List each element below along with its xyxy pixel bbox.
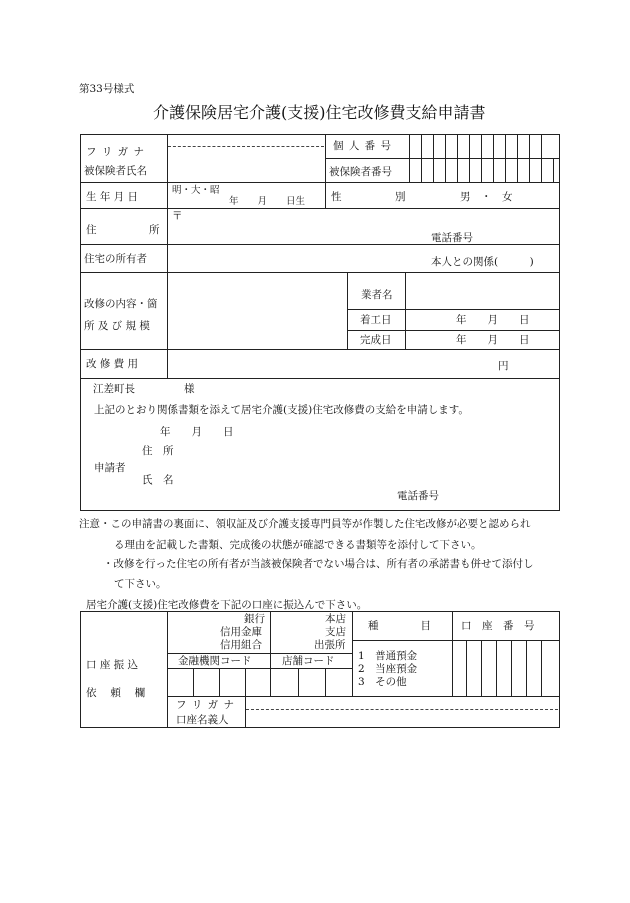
insured-name-label: 被保険者氏名 xyxy=(84,165,147,177)
account-kind-label: 種 目 xyxy=(368,620,431,632)
owner-label: 住宅の所有者 xyxy=(84,253,147,265)
mayor-addressee: 江差町長 xyxy=(93,383,135,395)
page-title: 介護保険居宅介護(支援)住宅改修費支給申請書 xyxy=(153,103,486,122)
contractor-label: 業者名 xyxy=(361,289,393,301)
applicant-name-label: 氏 名 xyxy=(142,474,174,486)
address-label-suffix: 所 xyxy=(149,224,160,236)
yen-unit: 円 xyxy=(498,360,509,372)
cost-field[interactable] xyxy=(169,351,489,376)
account-type-current[interactable]: 2 当座預金 xyxy=(358,663,418,675)
fi-code-field[interactable] xyxy=(168,669,269,695)
completion-date-ymd: 年 月 日 xyxy=(456,334,530,346)
bank-type-shinkin: 信用金庫 xyxy=(220,626,262,638)
phone-label: 電話番号 xyxy=(431,232,473,244)
renovation-field[interactable] xyxy=(169,274,345,347)
start-date-label: 着工日 xyxy=(360,314,392,326)
bank-label-line2: 依 頼 欄 xyxy=(86,687,146,699)
bank-label-line1: 口 座 振 込 xyxy=(86,659,139,671)
start-date-ymd: 年 月 日 xyxy=(456,314,530,326)
bank-type-bank: 銀行 xyxy=(244,613,265,625)
owner-field[interactable] xyxy=(169,246,424,270)
branch-type-office: 出張所 xyxy=(314,639,346,651)
note-line-1: 注意・この申請書の裏面に、領収証及び介護支援専門員等が作製した住宅改修が必要と認められ xyxy=(79,518,531,530)
postal-mark: 〒 xyxy=(172,210,183,222)
application-statement: 上記のとおり関係書類を添えて居宅介護(支援)住宅改修費の支給を申請します。 xyxy=(94,404,469,416)
insured-name-field[interactable] xyxy=(169,149,323,180)
renovation-label-line2: 所 及 び 規 模 xyxy=(84,320,150,332)
honorific: 様 xyxy=(184,383,195,395)
insured-number-field[interactable] xyxy=(409,159,559,181)
sex-label: 性 xyxy=(331,191,342,203)
bank-type-kumiai: 信用組合 xyxy=(220,639,262,651)
note-line-4: て下さい。 xyxy=(114,578,167,590)
completion-date-label: 完成日 xyxy=(360,334,392,346)
note-line-3: ・改修を行った住宅の所有者が当該被保険者でない場合は、所有者の承諾書も併せて添付し xyxy=(103,558,534,570)
branch-code-label: 店舗コード xyxy=(282,655,335,667)
branch-type-main: 本店 xyxy=(325,613,346,625)
insured-number-label: 被保険者番号 xyxy=(329,166,392,178)
cost-label: 改 修 費 用 xyxy=(86,358,139,370)
sex-label-suffix: 別 xyxy=(395,191,406,203)
renovation-label-line1: 改修の内容・箇 xyxy=(84,298,158,310)
branch-type-branch: 支店 xyxy=(325,626,346,638)
applicant-label: 申請者 xyxy=(94,462,126,474)
application-date: 年 月 日 xyxy=(160,426,234,438)
relation-label: 本人との関係( ) xyxy=(431,256,534,268)
era-options: 明・大・昭 xyxy=(172,185,220,196)
personal-number-field[interactable] xyxy=(409,135,559,157)
form-number: 第33号様式 xyxy=(79,83,135,95)
account-holder-label: 口座名義人 xyxy=(176,714,229,726)
branch-code-field[interactable] xyxy=(271,669,351,695)
applicant-address-label: 住 所 xyxy=(142,445,174,457)
birthdate-label: 生 年 月 日 xyxy=(86,191,139,203)
fi-code-label: 金融機関コード xyxy=(178,655,252,667)
furigana-label: フ リ ガ ナ xyxy=(86,146,146,158)
account-type-other[interactable]: 3 その他 xyxy=(358,676,407,688)
sex-options[interactable]: 男 ・ 女 xyxy=(460,191,513,203)
personal-number-label: 個 人 番 号 xyxy=(333,140,393,152)
address-label: 住 xyxy=(86,224,97,236)
account-number-field[interactable] xyxy=(453,641,559,695)
holder-furigana-label: フ リ ガ ナ xyxy=(176,699,236,711)
note-line-2: る理由を記載した書類、完成後の状態が確認できる書類等を添付して下さい。 xyxy=(114,539,482,551)
account-type-ordinary[interactable]: 1 普通預金 xyxy=(358,650,418,662)
bank-transfer-intro: 居宅介護(支援)住宅改修費を下記の口座に振込んで下さい。 xyxy=(86,599,368,611)
account-holder-field[interactable] xyxy=(247,698,557,726)
applicant-phone-label: 電話番号 xyxy=(397,490,439,502)
account-number-label: 口 座 番 号 xyxy=(461,620,535,632)
birthdate-ymd: 年 月 日生 xyxy=(229,196,306,207)
address-field[interactable] xyxy=(185,210,555,230)
